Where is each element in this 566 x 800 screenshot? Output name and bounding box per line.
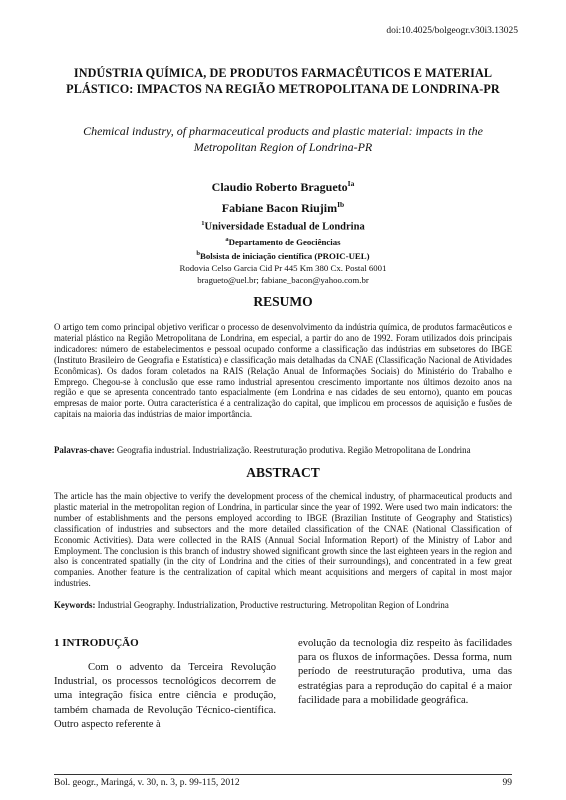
abstract-heading: ABSTRACT <box>246 465 320 480</box>
author-superscript: Ib <box>337 200 345 209</box>
keywords-label: Palavras-chave: <box>54 445 115 455</box>
intro-heading: 1 INTRODUÇÃO <box>54 637 139 649</box>
intro-left-text: Com o advento da Terceira Revolução Industrial, os processos tecnológicos decorrem de uma integração física entre ciência e produção, também chamada de Revolução Técnico-científica. Outro aspecto referente à <box>54 662 276 730</box>
intro-left-column <box>54 637 276 732</box>
department-line <box>0 234 566 248</box>
resumo-text: O artigo tem como principal objetivo verificar o processo de desenvolvimento da indústria química, de produtos farmacêuticos e material plástico na Região Metropolitana de Londrina, em especial, a partir do ano de 1992. Foram utilizados dois principais indicadores: número de estabelecimentos e pessoal ocupado conforme a classificação das indústrias em subsetores do IBGE (Instituto Brasileiro de Geografia e Estatística) e classificação mais detalhadas da CNAE (Classificação Nacional de Atividades Econômicas). Os dados foram coletados na RAIS (Relação Anual de Informações Sociais) do Ministério do Trabalho e Emprego. Chegou-se à conclusão que esse ramo industrial apresentou crescimento importante nos últimos dezoito anos na região e que se apresenta concentrado tanto espacialmente (em Londrina e nas cidades de seu entorno), quanto em poucas empresas de maior porte. Outra característica é a centralização do capital, que implicou em processos de aquisição e fusões de capitais na maioria das indústrias de maior importância. <box>54 322 512 420</box>
university-line <box>0 218 566 234</box>
author-2 <box>0 196 566 217</box>
grant-line <box>0 248 566 262</box>
author-1 <box>0 175 566 196</box>
abstract-keywords <box>54 600 512 611</box>
author-list <box>0 175 566 217</box>
university-superscript: 1 <box>201 220 205 227</box>
grant-name: Bolsista de iniciação científica (PROIC-UEL) <box>200 250 370 261</box>
author-name: Fabiane Bacon Riujim <box>221 201 338 215</box>
keywords-label: Keywords: <box>54 600 96 610</box>
doi-label: doi:10.4025/bolgeogr.v30i3.13025 <box>386 26 518 36</box>
resumo-heading: RESUMO <box>253 294 313 309</box>
department-superscript: a <box>225 235 229 243</box>
department-name: Departamento de Geociências <box>228 236 341 247</box>
abstract-text: The article has the main objective to verify the development process of the chemical industry, of pharmaceutical products and plastic material in the metropolitan region of Londrina, in particular since the year of 1992. Were used two main indicators: the number of establishments and the persons employed according to IBGE (Brazilian Institute of Geography and Statistics) classification of industries and subsectors and the more detailed classification of the CNAE (National Classification of Economic Activities). Data were collected in the RAIS (Annual Social Information Report) of the Ministry of Labor and Employment. The conclusion is this branch of industry showed significant growth since the last eighteen years in the region and also is concentrated spatially (in the city of Londrina and the cities of their surroundings), and concentrated in a few great companies. Another feature is the centralization of capital which meant acquisitions and mergers of capital in most major industries. <box>54 491 512 589</box>
keywords-value: Industrial Geography. Industrialization, Productive restructuring. Metropolitan Region of Londrina <box>97 600 449 610</box>
resumo-keywords <box>54 445 512 456</box>
intro-right-column: evolução da tecnologia diz respeito às facilidades para os fluxos de informações. Dessa forma, num período de reestruturação produtiva, uma das estratégias para a reprodução do capital é a maior facilidade para a mobilidade geográfica. <box>298 638 512 706</box>
address-line: Rodovia Celso Garcia Cid Pr 445 Km 380 Cx. Postal 6001 <box>179 262 387 273</box>
author-superscript: Ia <box>347 179 355 188</box>
keywords-value: Geografia industrial. Industrialização. Reestruturação produtiva. Região Metropolitana de Londrina <box>116 445 471 455</box>
university-name: Universidade Estadual de Londrina <box>204 221 365 233</box>
footer-citation: Bol. geogr., Maringá, v. 30, n. 3, p. 99-115, 2012 <box>54 778 240 788</box>
paper-title: INDÚSTRIA QUÍMICA, DE PRODUTOS FARMACÊUTICOS E MATERIAL PLÁSTICO: IMPACTOS NA REGIÃO METROPOLITANA DE LONDRINA-PR <box>66 66 500 96</box>
page-number: 99 <box>502 778 512 788</box>
grant-superscript: b <box>196 249 201 257</box>
footer-divider <box>54 774 512 775</box>
paper-subtitle: Chemical industry, of pharmaceutical products and plastic material: impacts in the Metropolitan Region of Londrina-PR <box>83 124 483 154</box>
author-name: Claudio Roberto Bragueto <box>211 180 348 194</box>
affiliation-block <box>0 218 566 286</box>
email-line: bragueto@uel.br; fabiane_bacon@yahoo.com.br <box>197 275 369 286</box>
